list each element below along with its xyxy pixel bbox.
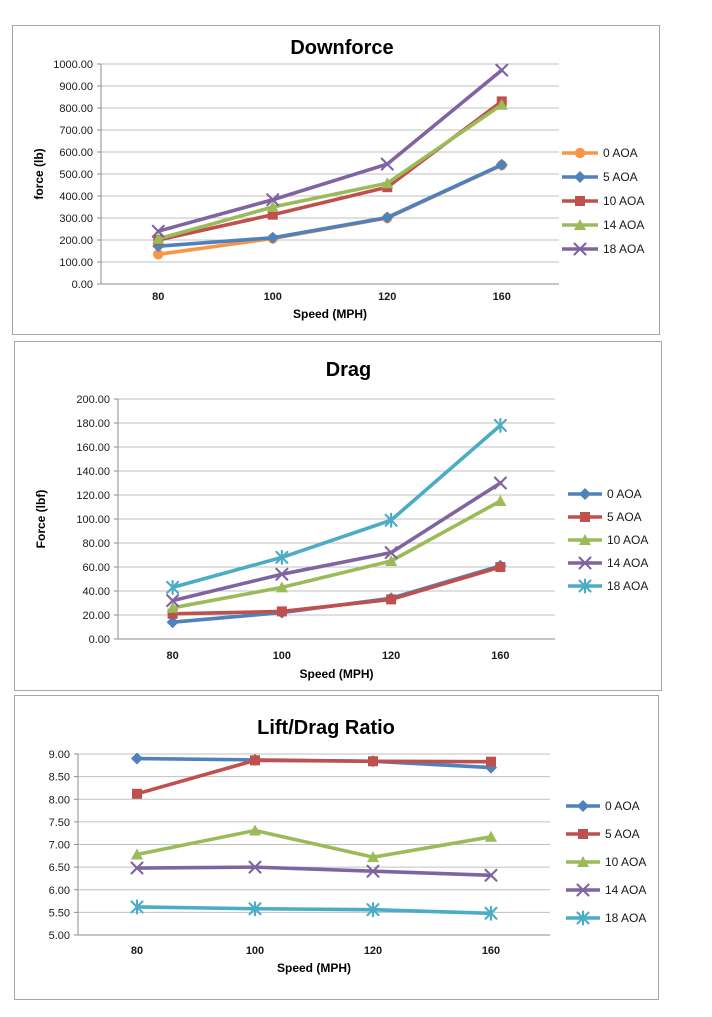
series-14-aoa-marker-x (495, 478, 506, 489)
downforce-chart (13, 26, 661, 336)
x-axis-tick-label: 80 (130, 945, 144, 957)
series-5-aoa-marker-square (495, 562, 505, 572)
legend-item-0-aoa (568, 487, 642, 501)
y-axis-tick-label: 0.00 (88, 634, 110, 646)
series-line-10-aoa (158, 101, 502, 240)
legend-item-18-aoa (568, 579, 648, 593)
y-axis-tick-label: 200.00 (59, 235, 93, 247)
y-axis-title: force (lb) (32, 148, 46, 200)
series-5-aoa-marker-diamond (267, 232, 279, 244)
series-18-aoa-marker-x (496, 65, 507, 76)
x-axis-tick-label: 100 (272, 650, 292, 662)
lift-drag-ratio-chart-panel (14, 695, 659, 1000)
legend (562, 146, 644, 256)
series-5-aoa-marker-square (250, 755, 260, 765)
y-axis-tick-label: 6.00 (48, 884, 70, 897)
y-axis-tick-label: 120.00 (76, 490, 110, 502)
x-axis-tick-label: 160 (481, 945, 501, 957)
x-axis-tick-label: 120 (381, 650, 401, 662)
downforce-chart-panel (12, 25, 660, 335)
y-axis-tick-label: 700.00 (59, 125, 93, 137)
legend-item-14-aoa (568, 556, 648, 570)
x-axis-tick-label: 160 (492, 291, 511, 303)
legend-item-10-aoa (566, 855, 646, 869)
legend-label: 18 AOA (605, 911, 647, 925)
series-0-aoa (167, 560, 507, 628)
series-5-aoa-marker-square (132, 789, 142, 799)
y-axis-tick-label: 5.00 (48, 930, 70, 942)
legend-0-aoa-marker-circle (575, 148, 585, 158)
chart-title: Drag (325, 359, 372, 381)
chart-title: Downforce (290, 37, 394, 59)
x-axis-tick-label: 120 (378, 291, 397, 303)
y-axis-tick-label: 8.00 (48, 794, 70, 807)
x-axis-tick-label: 120 (363, 945, 383, 957)
legend-10-aoa-marker-square (575, 196, 585, 206)
legend-label: 5 AOA (607, 510, 642, 524)
x-axis-tick-label: 160 (491, 650, 510, 662)
series-14-aoa (152, 99, 508, 244)
y-axis-tick-label: 5.50 (48, 907, 70, 920)
series-5-aoa (152, 159, 508, 252)
legend-5-aoa-marker-diamond (574, 171, 586, 183)
y-axis-tick-label: 60.00 (82, 562, 110, 574)
y-axis-tick-label: 600.00 (59, 147, 93, 159)
y-axis-tick-label: 8.50 (48, 771, 70, 784)
series-line-5-aoa (158, 165, 502, 246)
legend-item-18-aoa (562, 242, 644, 256)
legend (566, 799, 646, 925)
legend-label: 5 AOA (605, 827, 640, 841)
legend-label: 10 AOA (605, 855, 647, 869)
series-10-aoa-marker-triangle (494, 495, 506, 506)
legend-label: 18 AOA (603, 242, 645, 256)
y-axis-tick-label: 180.00 (76, 418, 110, 430)
legend-0-aoa-marker-diamond (579, 488, 591, 500)
legend-5-aoa-marker-square (580, 512, 590, 522)
legend-item-5-aoa (566, 827, 640, 841)
legend-label: 10 AOA (603, 194, 645, 208)
y-axis-tick-label: 80.00 (82, 538, 110, 550)
legend-label: 14 AOA (603, 218, 645, 232)
y-axis-tick-label: 6.50 (48, 862, 70, 875)
series-10-aoa (131, 824, 497, 862)
chart-title: Lift/Drag Ratio (257, 717, 395, 739)
y-axis-tick-label: 9.00 (48, 749, 70, 761)
y-axis-tick-label: 100.00 (59, 257, 93, 269)
y-axis-title: Force (lbf) (34, 489, 48, 549)
series-0-aoa (153, 160, 507, 260)
series-line-18-aoa (158, 70, 502, 231)
legend-item-5-aoa (562, 170, 638, 184)
legend-0-aoa-marker-diamond (577, 800, 589, 812)
series-14-aoa (132, 862, 497, 881)
legend-label: 14 AOA (607, 556, 649, 570)
series-5-aoa-marker-square (386, 594, 396, 604)
lift-drag-ratio-chart (15, 696, 660, 1001)
series-line-10-aoa (137, 830, 491, 857)
y-axis-tick-label: 7.50 (48, 816, 70, 829)
x-axis-title: Speed (MPH) (276, 961, 352, 975)
legend-item-10-aoa (568, 533, 648, 547)
series-18-aoa (153, 65, 508, 237)
legend-item-0-aoa (566, 799, 640, 813)
x-axis-tick-label: 100 (263, 291, 282, 303)
y-axis-tick-label: 20.00 (82, 610, 110, 622)
y-axis-tick-label: 100.00 (76, 514, 110, 526)
x-axis-tick-label: 80 (166, 650, 179, 662)
series-18-aoa-marker-star (495, 419, 506, 432)
y-axis-tick-label: 200.00 (76, 394, 110, 406)
y-axis-tick-label: 160.00 (76, 442, 110, 454)
legend-label: 10 AOA (607, 533, 649, 547)
y-axis-tick-label: 140.00 (76, 466, 110, 478)
legend-item-0-aoa (562, 146, 638, 160)
series-5-aoa-marker-square (277, 606, 287, 616)
drag-chart (15, 342, 663, 692)
legend-item-14-aoa (562, 218, 644, 232)
y-axis-tick-label: 7.00 (48, 839, 70, 852)
series-line-10-aoa (173, 501, 501, 608)
legend-5-aoa-marker-square (578, 829, 588, 839)
series-18-aoa (167, 419, 506, 594)
y-axis-tick-label: 300.00 (59, 213, 93, 225)
y-axis-tick-label: 900.00 (59, 81, 93, 93)
legend-label: 0 AOA (603, 146, 638, 160)
series-line-14-aoa (137, 867, 491, 875)
legend-item-14-aoa (566, 883, 646, 897)
legend-label: 0 AOA (605, 799, 640, 813)
y-axis-tick-label: 400.00 (59, 191, 93, 203)
x-axis-tick-label: 100 (245, 945, 265, 957)
legend-label: 0 AOA (607, 487, 642, 501)
legend-label: 14 AOA (605, 883, 647, 897)
series-5-aoa-marker-diamond (381, 212, 393, 224)
legend-item-5-aoa (568, 510, 642, 524)
legend (568, 487, 648, 593)
y-axis-tick-label: 800.00 (59, 103, 93, 115)
legend-label: 18 AOA (607, 579, 649, 593)
series-5-aoa-marker-square (486, 757, 496, 767)
y-axis-tick-label: 40.00 (82, 586, 110, 598)
series-18-aoa (132, 900, 497, 919)
series-14-aoa (167, 478, 506, 607)
y-axis-tick-label: 1000.00 (53, 59, 93, 71)
legend-label: 5 AOA (603, 170, 638, 184)
x-axis-title: Speed (MPH) (292, 307, 368, 321)
y-axis-tick-label: 0.00 (71, 279, 93, 291)
legend-item-10-aoa (562, 194, 644, 208)
x-axis-tick-label: 80 (152, 291, 165, 303)
x-axis-title: Speed (MPH) (299, 667, 374, 681)
drag-chart-panel (14, 341, 662, 691)
series-10-aoa (153, 96, 507, 245)
gridlines (97, 64, 559, 284)
legend-item-18-aoa (566, 911, 646, 925)
y-axis-tick-label: 500.00 (59, 169, 93, 181)
series-5-aoa-marker-square (368, 756, 378, 766)
